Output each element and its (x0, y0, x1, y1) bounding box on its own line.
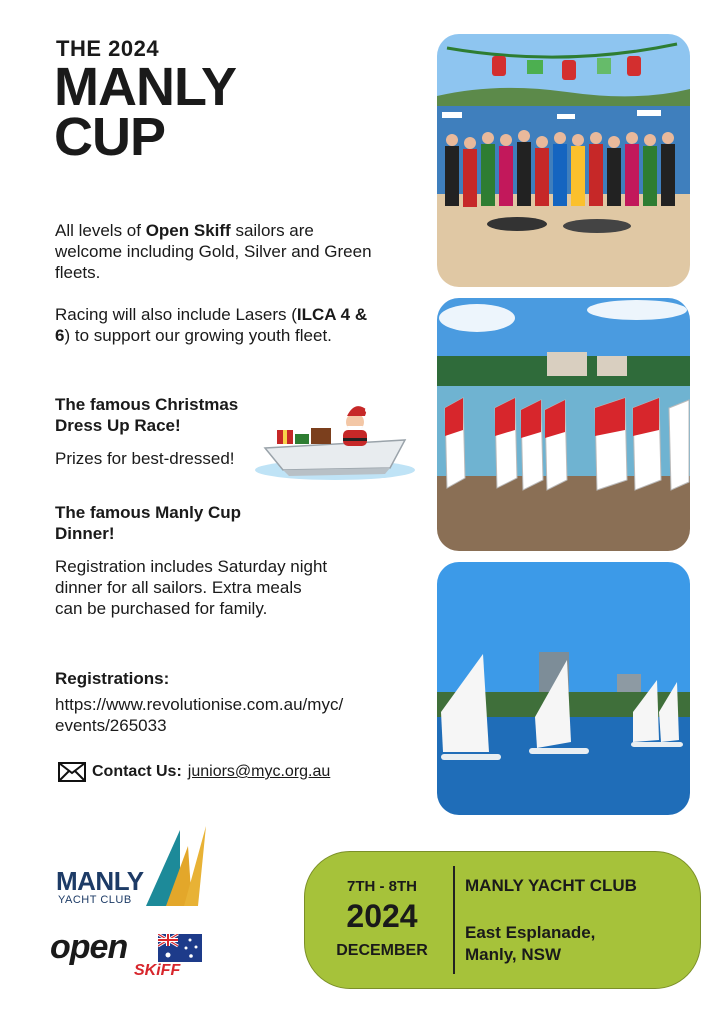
photo-lasers-sailing (437, 562, 690, 815)
skiff-word: SKiFF (134, 962, 181, 979)
event-details-box (304, 851, 701, 989)
club-subtitle: YACHT CLUB (58, 894, 132, 906)
australian-flag-icon (158, 934, 202, 962)
club-name: MANLY (56, 866, 144, 896)
photo-christmas-group (437, 34, 690, 287)
contact-row (58, 762, 330, 782)
intro-paragraph-1: All levels of Open Skiff sailors are welcome including Gold, Silver and Green fleets. (55, 221, 372, 282)
registrations-link[interactable]: https://www.revolutionise.com.au/myc/ events/265033 (55, 695, 344, 735)
title-line-1: MANLY (54, 57, 237, 117)
title-year: THE 2024 (56, 36, 160, 61)
dinner-heading: The famous Manly Cup Dinner! (55, 503, 242, 543)
dress-up-heading: The famous Christmas Dress Up Race! (55, 395, 239, 435)
photo-skiffs-pontoon (437, 298, 690, 551)
santa-boat-illustration (255, 400, 420, 485)
intro-paragraph-2: Racing will also include Lasers (ILCA 4 & 6) to support our growing youth fleet. (55, 305, 368, 345)
registrations-heading: Registrations: (55, 669, 170, 688)
event-month: DECEMBER (336, 942, 428, 959)
event-year: 2024 (346, 898, 418, 934)
title-line-2: CUP (54, 107, 166, 167)
contact-label: Contact Us: (92, 763, 182, 780)
envelope-icon (58, 762, 86, 782)
contact-email-link[interactable]: juniors@myc.org.au (187, 763, 331, 780)
title-main (54, 57, 237, 167)
open-skiff-logo (50, 928, 210, 988)
dress-up-text: Prizes for best-dressed! (55, 449, 235, 468)
event-date-range: 7TH - 8TH (346, 878, 417, 895)
open-word: open (50, 928, 128, 966)
event-venue: MANLY YACHT CLUB (465, 876, 637, 895)
event-address: East Esplanade, Manly, NSW (465, 923, 596, 964)
event-divider (453, 866, 455, 974)
sail-logo-icon (140, 826, 210, 908)
dinner-text: Registration includes Saturday night dinner for all sailors. Extra meals can be purchased for family. (55, 557, 328, 618)
manly-yacht-club-logo (56, 826, 216, 910)
